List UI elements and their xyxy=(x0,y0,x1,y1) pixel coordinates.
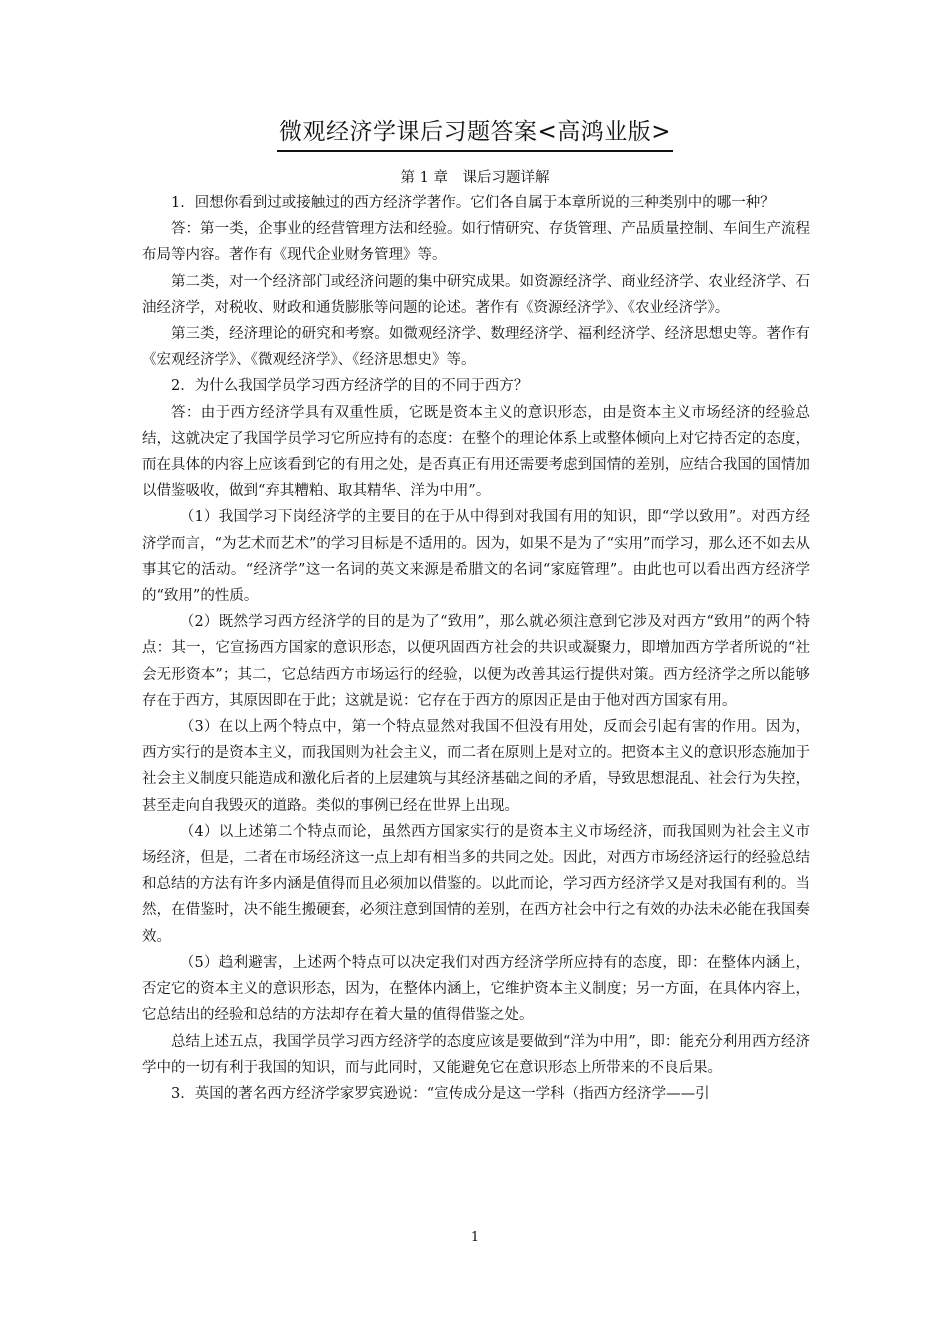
document-title xyxy=(0,116,950,152)
answer-2-point-3: （3）在以上两个特点中，第一个特点显然对我国不但没有用处，反而会引起有害的作用。因为，西方实行的是资本主义，而我国则为社会主义，而二者在原则上是对立的。把资本主义的意识形态施加于社会主义制度只能造成和激化后者的上层建筑与其经济基础之间的矛盾，导致思想混乱、社会行为失控，甚至走向自我毁灭的道路。类似的事例已经在世界上出现。 xyxy=(142,719,810,814)
chapter-heading: 第 1 章 课后习题详解 xyxy=(400,170,550,186)
answer-2-point-5: （5）趋利避害，上述两个特点可以决定我们对西方经济学所应持有的态度，即：在整体内涵上，否定它的资本主义的意识形态，因为，在整体内涵上，它维护资本主义制度；另一方面，在具体内容上，它总结出的经验和总结的方法却存在着大量的值得借鉴之处。 xyxy=(142,954,810,1024)
answer-2-paragraph: 答：由于西方经济学具有双重性质，它既是资本主义的意识形态，由是资本主义市场经济的经验总结，这就决定了我国学员学习它所应持有的态度：在整个的理论体系上或整体倾向上对它持否定的态度，而在具体的内容上应该看到它的有用之处，是否真正有用还需要考虑到国情的差别，应结合我国的国情加以借鉴吸收，做到“弃其糟粕、取其精华、洋为中用”。 xyxy=(142,404,810,500)
answer-2-point-2: （2）既然学习西方经济学的目的是为了“致用”，那么就必须注意到它涉及对西方“致用”的两个特点：其一，它宣扬西方国家的意识形态，以便巩固西方社会的共识或凝聚力，即增加西方学者所说的“社会无形资本”；其二，它总结西方市场运行的经验，以便为改善其运行提供对策。西方经济学之所以能够存在于西方，其原因即在于此；这就是说：它存在于西方的原因正是由于他对西方国家有用。 xyxy=(142,614,810,709)
answer-1-paragraph: 第二类，对一个经济部门或经济问题的集中研究成果。如资源经济学、商业经济学、农业经济学、石油经济学，对税收、财政和通货膨胀等问题的论述。著作有《资源经济学》、《农业经济学》。 xyxy=(142,273,810,316)
document-body xyxy=(142,190,810,1107)
answer-1-paragraph: 第三类，经济理论的研究和考察。如微观经济学、数理经济学、福利经济学、经济思想史等。著作有《宏观经济学》、《微观经济学》、《经济思想史》等。 xyxy=(142,326,810,369)
question-2: 2．为什么我国学员学习西方经济学的目的不同于西方？ xyxy=(171,378,529,395)
title-text: 微观经济学课后习题答案<高鸿业版> xyxy=(277,116,673,152)
answer-2-summary: 总结上述五点，我国学员学习西方经济学的态度应该是要做到“洋为中用”，即：能充分利用西方经济学中的一切有利于我国的知识，而与此同时，又能避免它在意识形态上所带来的不良后果。 xyxy=(142,1033,810,1076)
answer-2-point-4: （4）以上述第二个特点而论，虽然西方国家实行的是资本主义市场经济，而我国则为社会主义市场经济，但是，二者在市场经济这一点上却有相当多的共同之处。因此，对西方市场经济运行的经验总结和总结的方法有许多内涵是值得而且必须加以借鉴的。以此而论，学习西方经济学又是对我国有利的。当然，在借鉴时，决不能生搬硬套，必须注意到国情的差别，在西方社会中行之有效的办法未必能在我国奏效。 xyxy=(142,823,810,945)
page-number: 1 xyxy=(470,1230,480,1245)
answer-2-point-1: （1）我国学习下岗经济学的主要目的在于从中得到对我国有用的知识，即“学以致用”。对西方经济学而言，“为艺术而艺术”的学习目标是不适用的。因为，如果不是为了“实用”而学习，那么还不如去从事其它的活动。“经济学”这一名词的英文来源是希腊文的名词“家庭管理”。由此也可以看出西方经济学的“致用”的性质。 xyxy=(142,509,810,605)
question-3: 3．英国的著名西方经济学家罗宾逊说：“宣传成分是这一学科（指西方经济学——引 xyxy=(171,1085,710,1102)
question-1: 1．回想你看到过或接触过的西方经济学著作。它们各自属于本章所说的三种类别中的哪一种？ xyxy=(171,195,775,211)
answer-1-paragraph: 答：第一类，企事业的经营管理方法和经验。如行情研究、存货管理、产品质量控制、车间生产流程布局等内容。著作有《现代企业财务管理》等。 xyxy=(142,221,810,264)
